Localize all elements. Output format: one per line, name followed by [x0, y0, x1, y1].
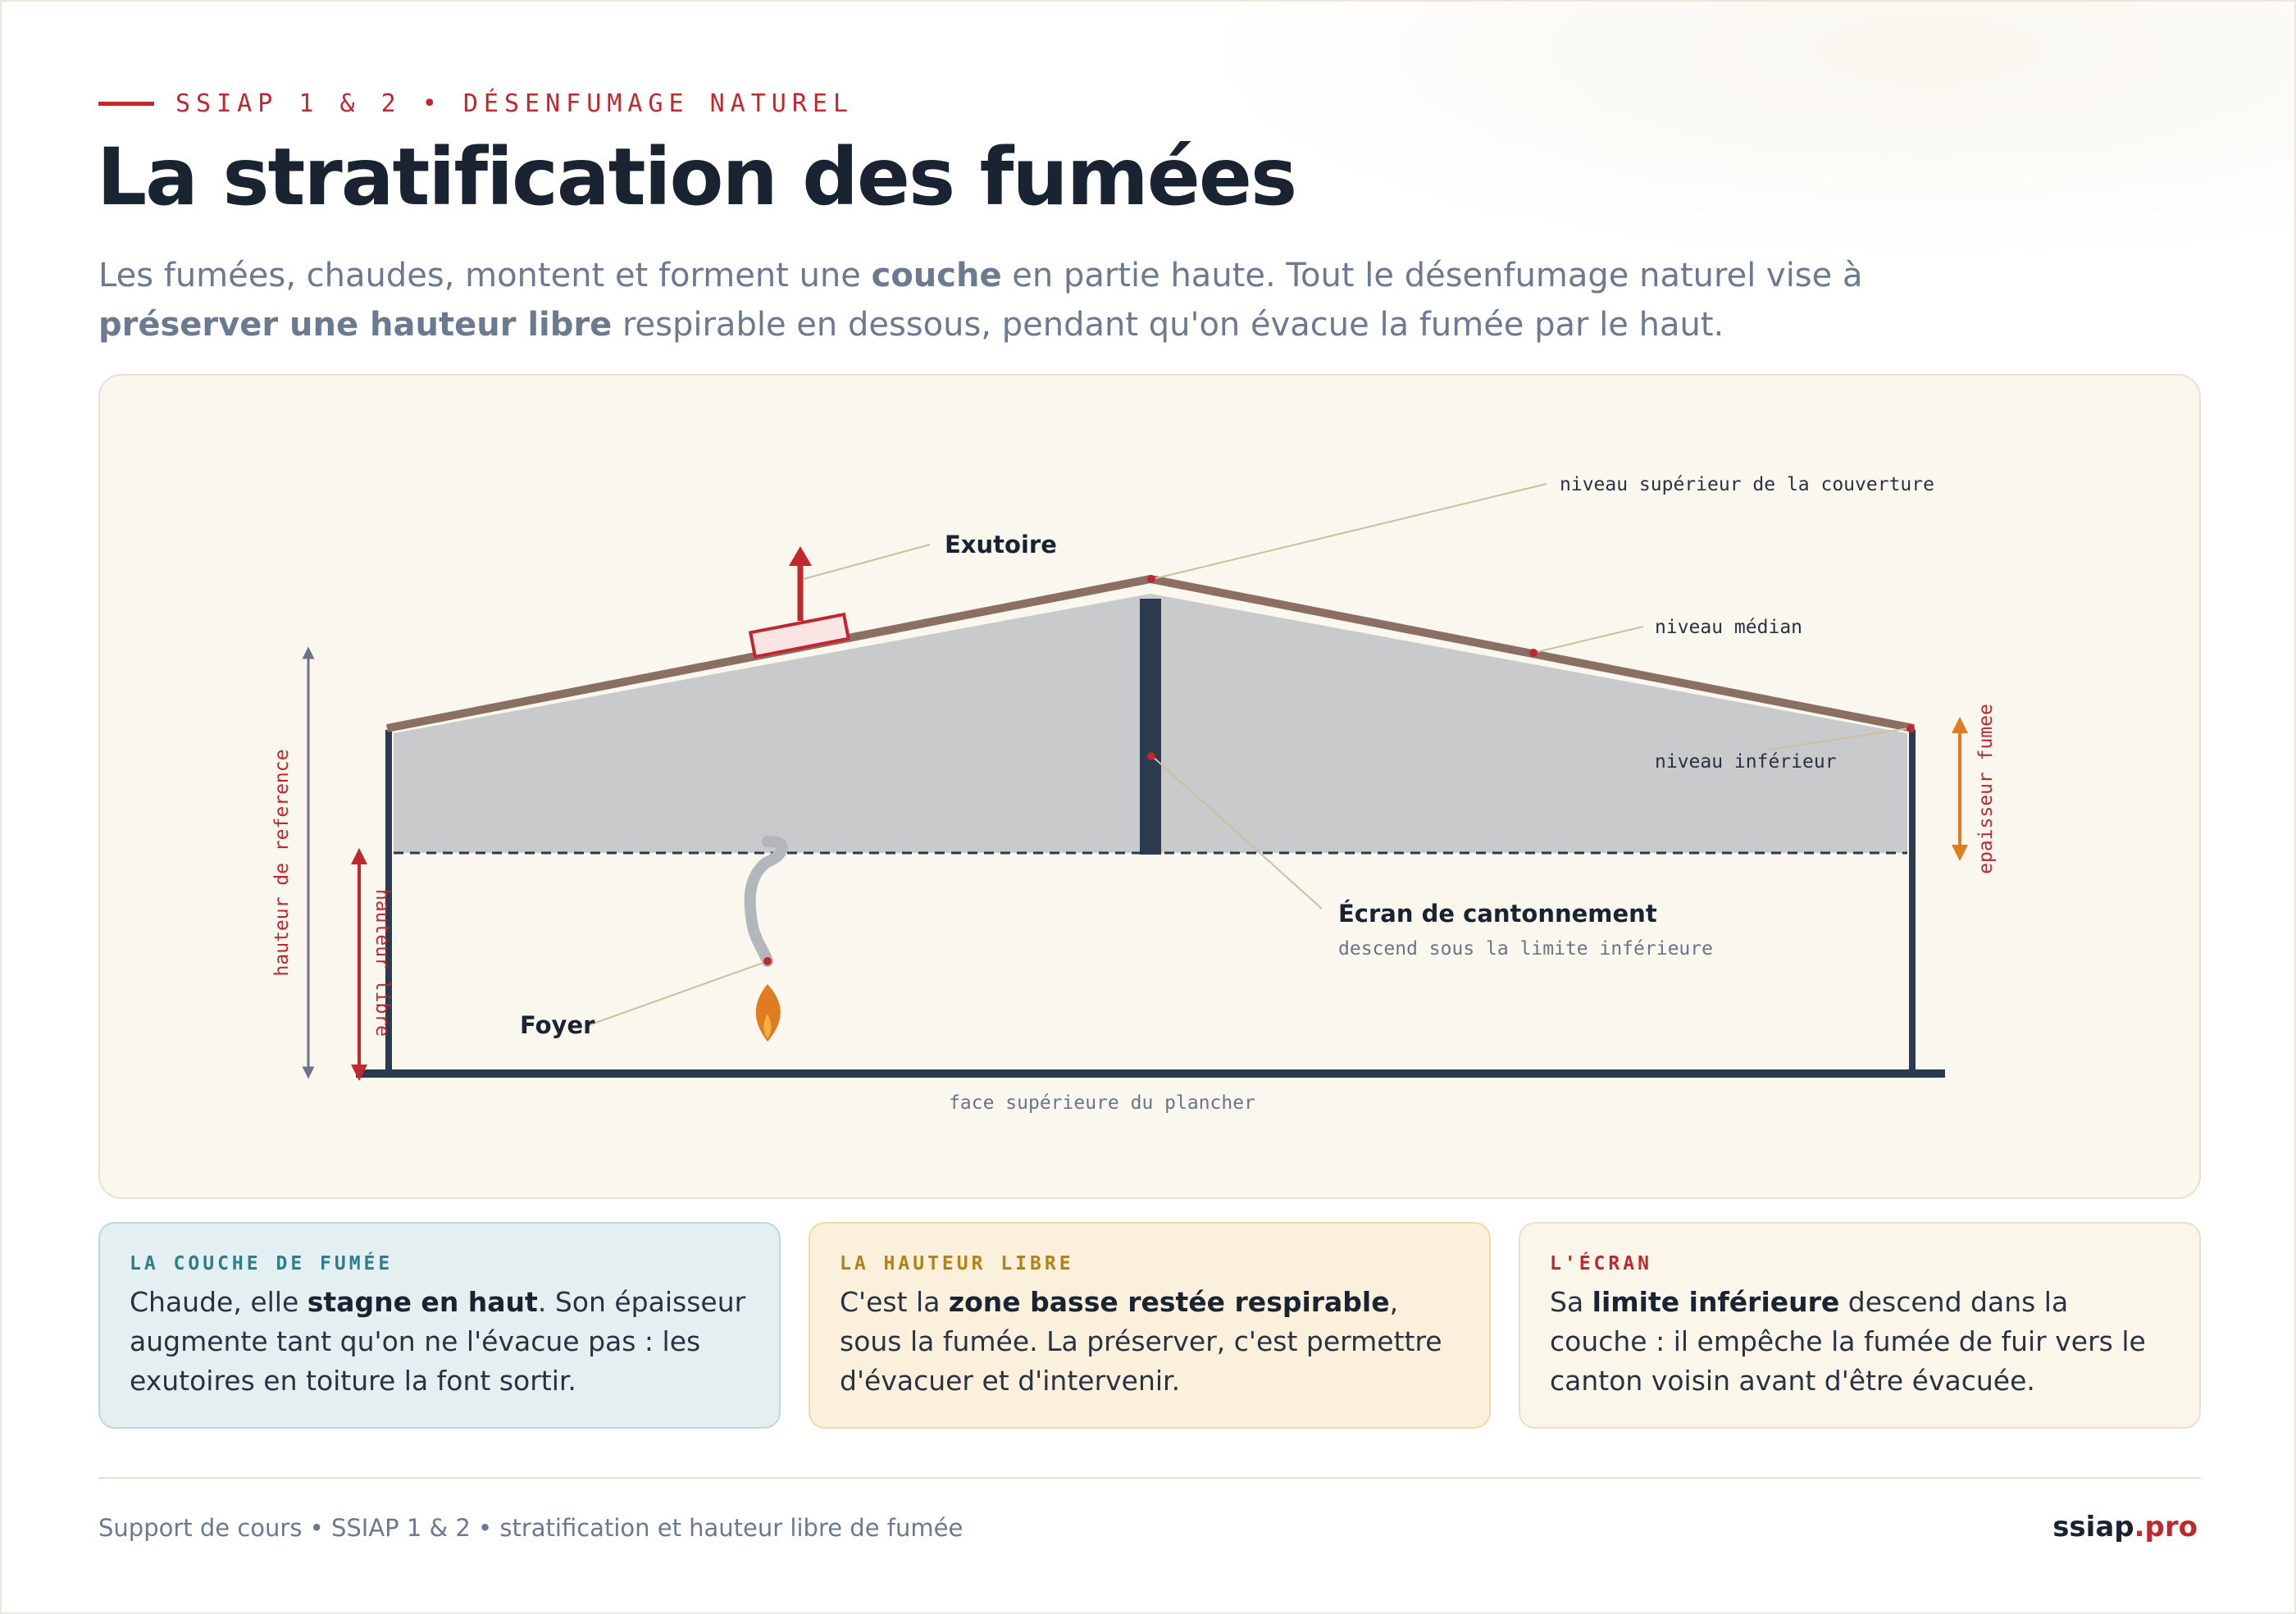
footer-divider — [98, 1477, 2201, 1479]
ecran-label: Écran de cantonnement — [1338, 900, 1657, 928]
footer-caption: Support de cours • SSIAP 1 & 2 • stratification et hauteur libre de fumée — [98, 1514, 963, 1542]
card-text-part: Sa — [1550, 1286, 1592, 1318]
eyebrow-text: SSIAP 1 & 2 • DÉSENFUMAGE NATUREL — [175, 89, 854, 118]
card-text-part: . Son épaisseur augmente tant qu'on ne l'évacue pas : les exutoires en toiture la font sortir. — [130, 1286, 746, 1397]
card-text-emphasis: stagne en haut — [307, 1286, 538, 1318]
niveau-superieur-label: niveau supérieur de la couverture — [1560, 474, 1934, 495]
subtitle-text: respirable en dessous, pendant qu'on évacue la fumée par le haut. — [612, 306, 1724, 344]
epaisseur-fumee-label: epaisseur fumee — [1975, 704, 1997, 874]
card-text — [130, 1283, 749, 1401]
card-title: LA COUCHE DE FUMÉE — [130, 1253, 394, 1274]
cantonnement-screen — [1140, 599, 1161, 855]
exutoire-icon — [750, 546, 849, 657]
card-ecran — [1519, 1222, 2201, 1429]
card-text — [840, 1283, 1460, 1401]
niveau-inferieur-label: niveau inférieur — [1655, 751, 1837, 773]
page-subtitle — [98, 251, 2034, 349]
ecran-note: descend sous la limite inférieure — [1338, 938, 1713, 960]
card-text-part: descend dans la couche : il empêche la fumée de fuir vers le canton voisin avant d'être évacuée. — [1550, 1286, 2146, 1397]
card-text-emphasis: zone basse restée respirable — [948, 1286, 1390, 1318]
foyer-label: Foyer — [520, 1011, 595, 1039]
card-title: LA HAUTEUR LIBRE — [840, 1253, 1074, 1274]
stratification-diagram — [100, 376, 2199, 1197]
card-text-part: C'est la — [840, 1286, 949, 1318]
card-text-part: Chaude, elle — [130, 1286, 308, 1318]
card-hauteur-libre — [809, 1222, 1491, 1429]
page-title: La stratification des fumées — [97, 131, 1296, 223]
diagram-panel — [98, 374, 2201, 1199]
niveau-median-label: niveau médian — [1655, 617, 1803, 638]
card-text — [1550, 1283, 2170, 1401]
brand-tld: .pro — [2134, 1511, 2198, 1543]
subtitle-text: Les fumées, chaudes, montent et forment une — [98, 257, 872, 294]
card-title: L'ÉCRAN — [1550, 1253, 1652, 1274]
eyebrow-rule — [98, 102, 154, 106]
subtitle-emphasis: préserver une hauteur libre — [98, 306, 613, 344]
brand-name: ssiap — [2052, 1511, 2134, 1543]
card-text-part: , sous la fumée. La préserver, c'est permettre d'évacuer et d'intervenir. — [840, 1286, 1442, 1397]
subtitle-text: en partie haute. Tout le désenfumage naturel vise à — [1001, 257, 1863, 294]
subtitle-emphasis: couche — [871, 257, 1002, 294]
brand-link[interactable] — [2052, 1511, 2198, 1543]
eyebrow — [98, 87, 854, 120]
exutoire-label: Exutoire — [945, 531, 1057, 559]
card-couche-fumee — [98, 1222, 781, 1429]
card-text-emphasis: limite inférieure — [1592, 1286, 1840, 1318]
fire-icon — [750, 841, 782, 1042]
hauteur-libre-label: hauteur libre — [371, 888, 393, 1037]
plancher-label: face supérieure du plancher — [949, 1092, 1255, 1114]
hauteur-reference-label: hauteur de reference — [271, 749, 293, 977]
